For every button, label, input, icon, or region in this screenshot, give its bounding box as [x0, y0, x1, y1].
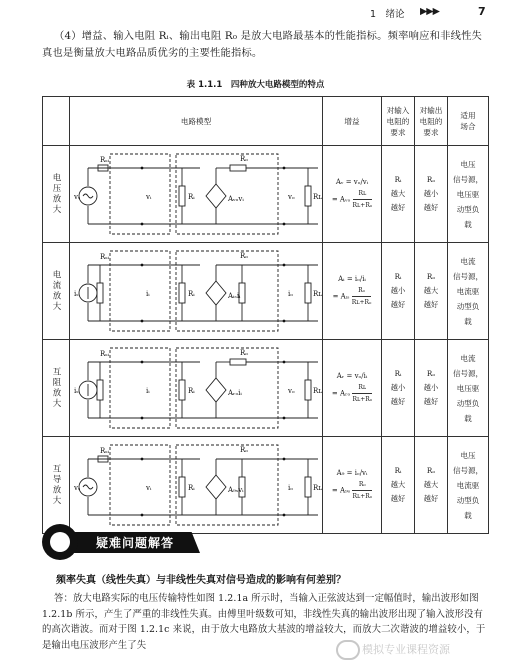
- req-line: 越小: [390, 383, 406, 392]
- rout-requirement: [415, 243, 448, 340]
- gain-denominator: Rʟ+Rₒ: [352, 396, 373, 403]
- load-resistor-label: Rʟ: [313, 290, 322, 298]
- req-line: 越小: [423, 189, 439, 198]
- application-cell: [448, 243, 489, 340]
- app-line: 信号源，: [453, 465, 483, 475]
- load-resistor-icon: [305, 477, 311, 497]
- req-line: Rₒ: [426, 175, 436, 184]
- output-label: vₒ: [288, 193, 295, 201]
- page-number: 7: [478, 5, 486, 18]
- app-line: 电流: [460, 256, 476, 266]
- app-line: 电流驱: [456, 480, 480, 490]
- input-label: vᵢ: [146, 484, 152, 492]
- app-line: 信号源，: [453, 271, 483, 281]
- gain-fraction: [353, 188, 373, 211]
- rout-requirement: [415, 146, 448, 243]
- req-line: 越大: [390, 189, 406, 198]
- header-line: 要求: [423, 127, 439, 137]
- input-resistor-label: Rᵢ: [188, 290, 195, 298]
- req-line: 越好: [423, 494, 439, 503]
- watermark: [336, 638, 511, 664]
- row-name-text: 电压放大: [51, 173, 61, 215]
- application-cell: [448, 340, 489, 437]
- source-label: vₛ: [74, 484, 81, 492]
- chapter-arrows: ▶▶▶: [420, 6, 439, 17]
- app-line: 动型负: [456, 204, 480, 214]
- input-resistor-label: Rᵢ: [188, 484, 195, 492]
- gain-numerator: Rʟ: [352, 382, 372, 394]
- gain-denominator: Rʟ+Rₒ: [352, 202, 373, 209]
- app-line: 载: [464, 219, 472, 229]
- app-line: 动型负: [456, 301, 480, 311]
- app-line: 电压驱: [456, 189, 480, 199]
- gain-expression: [323, 188, 381, 211]
- source-label: vₛ: [74, 193, 81, 201]
- input-port-box: [110, 445, 170, 525]
- controlled-source-icon: [206, 184, 226, 208]
- app-line: 载: [464, 316, 472, 326]
- input-label: iᵢ: [146, 387, 150, 395]
- controlled-source-icon: [206, 378, 226, 402]
- circuit-model: [70, 243, 323, 340]
- watermark-text: 模拟专业课程资源: [362, 643, 450, 656]
- input-label: vᵢ: [146, 193, 152, 201]
- page-header: [0, 4, 511, 20]
- input-resistor-label: Rᵢ: [188, 193, 195, 201]
- load-resistor-label: Rʟ: [313, 387, 322, 395]
- req-line: Rₒ: [426, 466, 436, 475]
- gain-cell: [323, 340, 382, 437]
- model-header: 电路模型: [70, 97, 323, 146]
- intro-paragraph: （4）增益、输入电阻 Rᵢ、输出电阻 R₀ 是放大电路最基本的性能指标。频率响应和非线性失真也是衡量放大电路品质优劣的主要性能指标。: [42, 30, 483, 59]
- table-caption: 表 1.1.1 四种放大电路模型的特点: [186, 80, 325, 90]
- output-label: iₒ: [288, 290, 293, 298]
- app-line: 动型负: [456, 495, 480, 505]
- app-line: 电流驱: [456, 286, 480, 296]
- output-label: vₒ: [288, 387, 295, 395]
- gain-numerator: Rʟ: [353, 188, 373, 200]
- controlled-source-icon: [206, 281, 226, 305]
- row-name: [43, 340, 70, 437]
- source-label: iₛ: [74, 387, 79, 395]
- input-resistor-icon: [179, 186, 185, 206]
- chat-bubble-icon: [336, 640, 360, 660]
- gain-prefix: = Aᵥₒ: [331, 195, 351, 204]
- input-resistor-label: Rᵢ: [188, 387, 195, 395]
- application-cell: [448, 437, 489, 534]
- controlled-source-label: Aᵣₒiᵢ: [228, 389, 242, 397]
- gain-definition: A₉ = iₒ/vᵢ: [336, 469, 368, 477]
- gain-expression: [323, 285, 381, 308]
- output-resistor-icon: [230, 165, 246, 171]
- source-resistor-icon: [97, 283, 103, 303]
- controlled-source-label: Aᵥₒvᵢ: [228, 195, 244, 203]
- circuit-model: [70, 437, 323, 534]
- gain-expression: [323, 382, 381, 405]
- controlled-source-label: A₉ₛvᵢ: [228, 486, 244, 494]
- header-line: 电阻的: [386, 116, 410, 126]
- gain-definition: Aᵣ = vₒ/iᵢ: [336, 372, 368, 380]
- req-line: 越好: [423, 397, 439, 406]
- gain-prefix: = Aᵣₒ: [331, 389, 351, 398]
- question-text: 频率失真（线性失真）与非线性失真对信号造成的影响有何差别？: [56, 575, 346, 586]
- req-line: 越大: [423, 480, 439, 489]
- gain-cell: [323, 243, 382, 340]
- rin-requirement: [382, 437, 415, 534]
- req-line: Rᵢ: [394, 369, 402, 378]
- controlled-source-label: Aᵢₛiᵢ: [228, 292, 241, 300]
- input-port-box: [110, 348, 170, 428]
- load-resistor-label: Rʟ: [313, 484, 322, 492]
- rin-requirement: [382, 146, 415, 243]
- header-line: 对输入: [386, 105, 410, 115]
- gain-expression: [323, 479, 381, 502]
- header-line: 场合: [460, 122, 476, 131]
- gain-numerator: Rₒ: [352, 285, 372, 297]
- gain-header: 增益: [323, 97, 382, 146]
- header-line: 要求: [390, 127, 406, 137]
- circuit-diagram: [70, 340, 322, 436]
- app-line: 载: [464, 413, 472, 423]
- rin-requirement: [382, 340, 415, 437]
- req-line: Rₒ: [426, 272, 436, 281]
- input-resistor-icon: [179, 477, 185, 497]
- amplifier-models-table: [42, 96, 489, 534]
- load-resistor-icon: [305, 283, 311, 303]
- app-line: 电压: [460, 450, 476, 460]
- application-header: [448, 97, 489, 146]
- gain-definition: Aᵢ = iₒ/iᵢ: [338, 275, 366, 283]
- req-line: 越小: [390, 286, 406, 295]
- gain-cell: [323, 146, 382, 243]
- output-label: iₒ: [288, 484, 293, 492]
- output-resistor-label: Rₒ: [240, 446, 248, 454]
- output-resistor-label: Rₒ: [240, 155, 248, 163]
- input-resistor-icon: [179, 283, 185, 303]
- output-resistor-label: Rₒ: [240, 349, 248, 357]
- app-line: 电压: [460, 159, 476, 169]
- req-line: 越大: [390, 480, 406, 489]
- gain-numerator: Rₒ: [352, 479, 372, 491]
- load-resistor-label: Rʟ: [313, 193, 322, 201]
- chapter-label: 1 绪论: [370, 9, 405, 20]
- load-resistor-icon: [305, 186, 311, 206]
- table-row: [43, 146, 489, 243]
- gain-fraction: [352, 479, 372, 502]
- controlled-source-icon: [206, 475, 226, 499]
- rout-req-header: [415, 97, 448, 146]
- source-resistor-label: Rₛᵢ: [100, 350, 110, 358]
- input-label: iᵢ: [146, 290, 150, 298]
- rin-req-header: [382, 97, 415, 146]
- section-disc-icon: [42, 524, 78, 560]
- row-name-text: 互导放大: [51, 464, 61, 506]
- input-port-box: [110, 251, 170, 331]
- req-line: 越小: [423, 383, 439, 392]
- req-line: 越好: [390, 300, 406, 309]
- gain-cell: [323, 437, 382, 534]
- source-resistor-icon: [97, 380, 103, 400]
- circuit-diagram: [70, 146, 322, 242]
- header-line: 对输出: [419, 105, 443, 115]
- gain-prefix: = Aᵢₛ: [332, 292, 350, 301]
- req-line: Rᵢ: [394, 466, 402, 475]
- row-name-text: 电流放大: [51, 270, 61, 312]
- req-line: 越好: [390, 397, 406, 406]
- app-line: 电压驱: [456, 383, 480, 393]
- row-name: [43, 146, 70, 243]
- output-resistor-icon: [230, 359, 246, 365]
- req-line: Rᵢ: [394, 272, 402, 281]
- gain-fraction: [352, 382, 372, 405]
- table-row: [43, 437, 489, 534]
- source-resistor-label: Rₛᵢ: [100, 156, 110, 164]
- circuit-diagram: [70, 243, 322, 339]
- rin-requirement: [382, 243, 415, 340]
- row-name: [43, 437, 70, 534]
- rout-requirement: [415, 340, 448, 437]
- application-cell: [448, 146, 489, 243]
- app-line: 信号源，: [453, 368, 483, 378]
- input-resistor-icon: [179, 380, 185, 400]
- load-resistor-icon: [305, 380, 311, 400]
- output-resistor-label: Rₒ: [240, 252, 248, 260]
- gain-denominator: Rʟ+Rₒ: [352, 493, 373, 500]
- section-title: 疑难问题解答: [96, 536, 175, 550]
- row-name-text: 互阻放大: [51, 367, 61, 409]
- req-line: 越好: [390, 203, 406, 212]
- req-line: 越好: [423, 203, 439, 212]
- circuit-model: [70, 340, 323, 437]
- req-line: Rₒ: [426, 369, 436, 378]
- input-port-box: [110, 154, 170, 234]
- table-header-row: [43, 97, 489, 146]
- source-resistor-label: Rₛᵢ: [100, 253, 110, 261]
- header-line: 电阻的: [419, 116, 443, 126]
- app-line: 信号源，: [453, 174, 483, 184]
- source-resistor-label: Rₛᵢ: [100, 447, 110, 455]
- table-row: [43, 340, 489, 437]
- gain-fraction: [352, 285, 372, 308]
- req-line: 越好: [390, 494, 406, 503]
- gain-prefix: = A₉ₛ: [331, 486, 351, 495]
- circuit-diagram: [70, 437, 322, 533]
- table-row: [43, 243, 489, 340]
- gain-denominator: Rʟ+Rₒ: [351, 299, 372, 306]
- answer-text: 答：放大电路实际的电压传输特性如图 1.2.1a 所示时，当输入正弦波达到一定幅值时，输出波形如图 1.2.1b 所示，产生了严重的非线性失真。由傅里叶级数可知，非线性失真的输出波形出现了输入波形没有的高次谐波。而对于图 1.2.1c 来说，由于放大电路放大基波的增益较大，而放大二次谐波的增益较小，于是输出电压波形产生了失: [42, 593, 486, 651]
- app-line: 电流: [460, 353, 476, 363]
- req-line: Rᵢ: [394, 175, 402, 184]
- section-banner: [42, 524, 489, 560]
- app-line: 动型负: [456, 398, 480, 408]
- req-line: 越好: [423, 300, 439, 309]
- header-line: 适用: [460, 111, 476, 120]
- circuit-model: [70, 146, 323, 243]
- gain-definition: Aᵥ = vₒ/vᵢ: [335, 178, 369, 186]
- app-line: 载: [464, 510, 472, 520]
- rout-requirement: [415, 437, 448, 534]
- blank-header-cell: [43, 97, 70, 146]
- req-line: 越大: [423, 286, 439, 295]
- row-name: [43, 243, 70, 340]
- source-label: iₛ: [74, 290, 79, 298]
